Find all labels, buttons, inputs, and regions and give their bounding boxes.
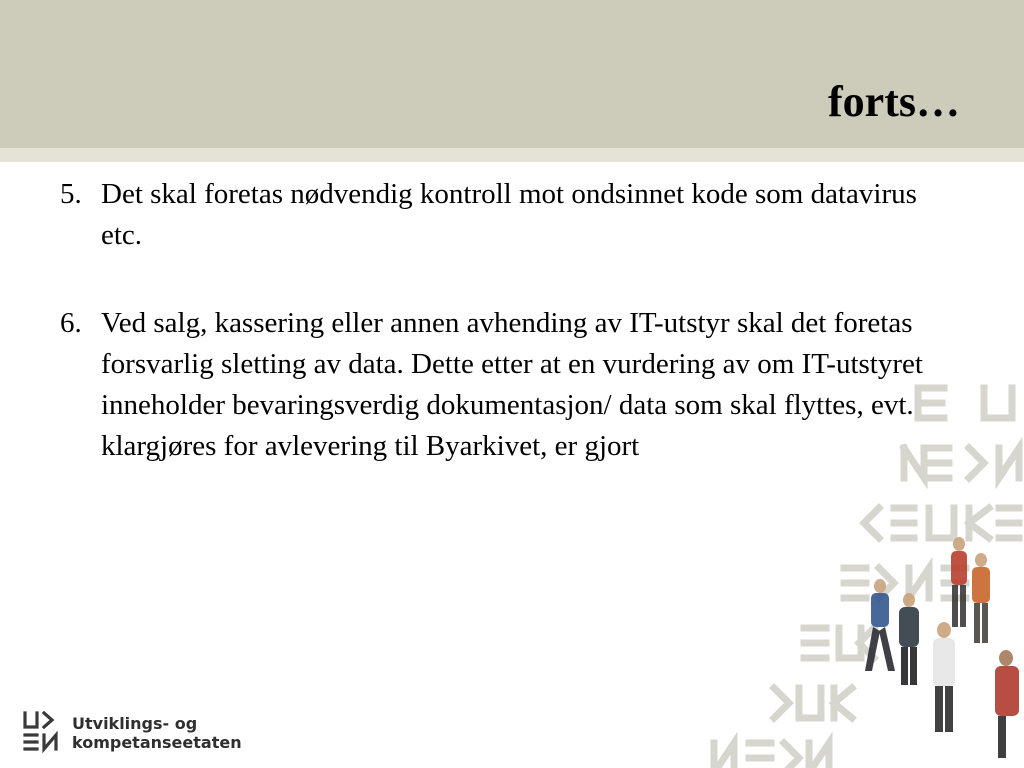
logo-text <box>72 714 242 752</box>
list-item-text: Ved salg, kassering eller annen avhending av IT-utstyr skal det foretas forsvarlig sletting av data. Dette etter at en vurdering av om IT-utstyret inneholder bevaringsverdig dokumentasjon/ data som skal flyttes, evt. klargjøres for avlevering til Byarkivet, er gjort <box>101 307 923 462</box>
list-item-text: Det skal foretas nødvendig kontroll mot ondsinnet kode som datavirus etc. <box>101 178 917 251</box>
header-stripe <box>0 148 1024 162</box>
list-item-number: 5. <box>60 178 82 210</box>
uke-pattern-people-image <box>694 368 1024 768</box>
logo-line-1: Utviklings- og <box>72 714 198 733</box>
logo-line-2: kompetanseetaten <box>72 733 242 752</box>
list-item <box>60 174 965 256</box>
list-item-number: 6. <box>60 307 82 339</box>
uke-logo-mark-icon <box>22 710 62 754</box>
slide-title: forts… <box>828 77 960 126</box>
